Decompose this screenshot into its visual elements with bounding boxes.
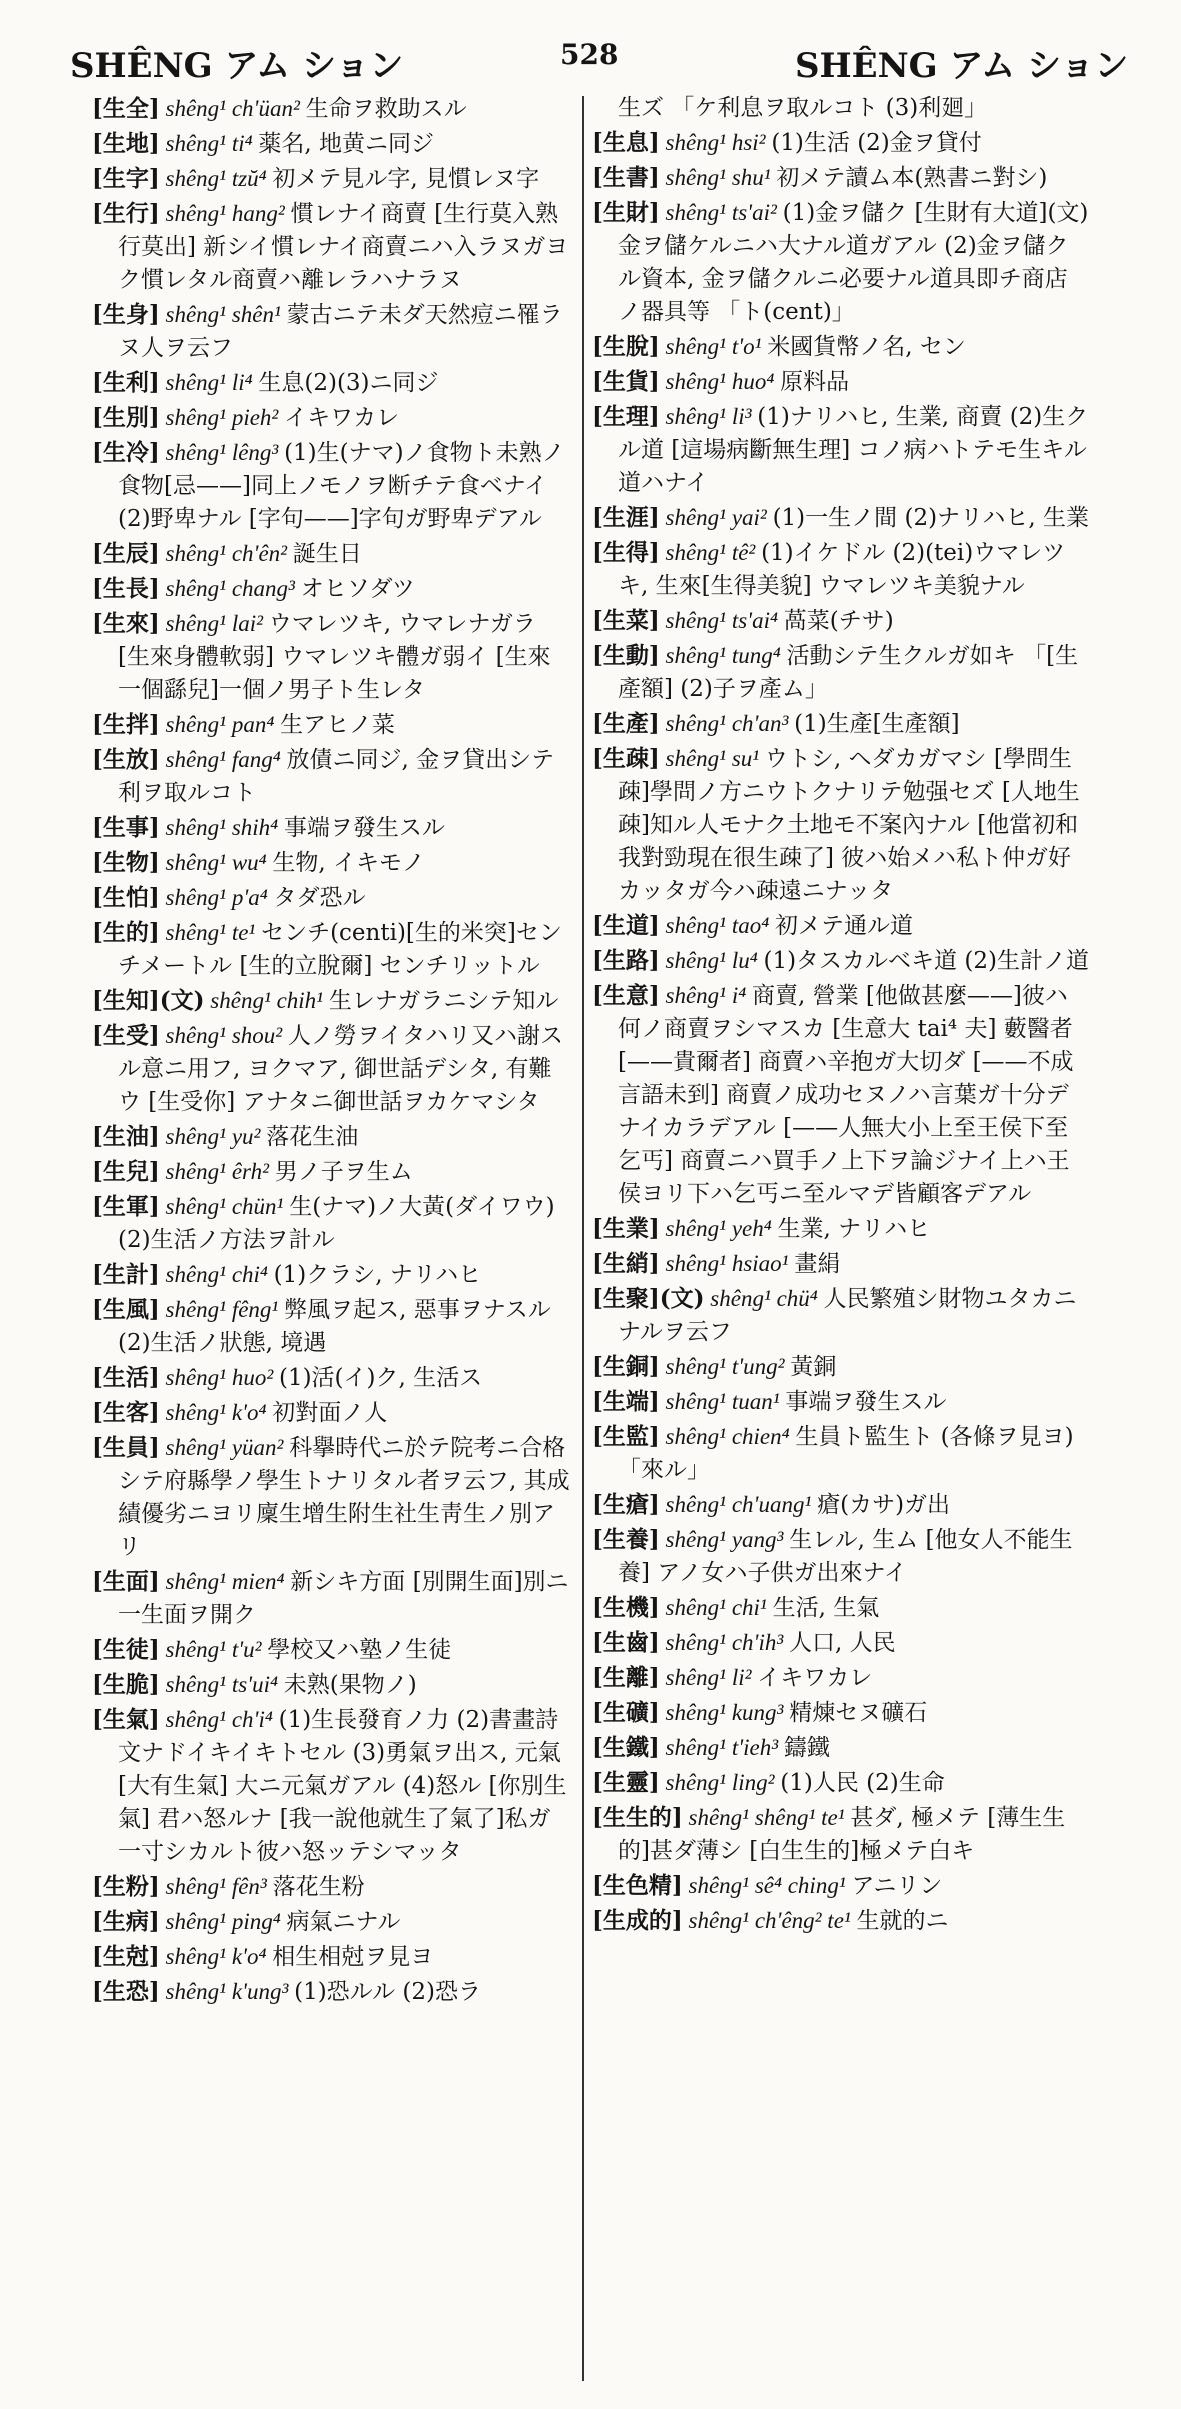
entry-definition: アニリン: [851, 1873, 943, 1899]
entry-romanization: shêng¹ ch'üan²: [159, 96, 306, 121]
entry-headword: [生養]: [592, 1526, 660, 1553]
entry-headword: [生受]: [92, 1022, 160, 1049]
entry-romanization: shêng¹ tuan¹: [659, 1389, 786, 1414]
entry-definition: 放債ニ同ジ, 金ヲ貸出シテ利ヲ取ルコト: [118, 747, 555, 806]
entry-romanization: shêng¹ yai²: [659, 505, 773, 530]
dictionary-entry: [92, 1668, 572, 1702]
entry-romanization: shêng¹ sê⁴ ching¹: [682, 1873, 852, 1898]
entry-headword: [生氣]: [92, 1706, 160, 1733]
entry-headword: [生全]: [92, 95, 160, 122]
dictionary-entry: [592, 1420, 1090, 1487]
entry-definition: 初メテ通ル道: [774, 913, 913, 939]
dictionary-entry: [92, 1361, 572, 1395]
dictionary-entry: [592, 126, 1090, 160]
entry-romanization: shêng¹ ch'i⁴: [159, 1707, 279, 1732]
entry-definition: 畫絹: [794, 1251, 841, 1277]
entry-headword: [生業]: [592, 1215, 660, 1242]
entry-headword: [生瘡]: [592, 1491, 660, 1518]
dictionary-entry: [592, 1282, 1090, 1349]
entry-headword: [生面]: [92, 1568, 160, 1595]
entry-romanization: shêng¹ pan⁴: [159, 712, 281, 737]
entry-romanization: shêng¹ chang³: [159, 576, 301, 601]
dictionary-entry: [592, 639, 1090, 706]
entry-headword: [生息]: [592, 129, 660, 156]
entry-romanization: shêng¹ fêng¹: [159, 1297, 285, 1322]
entry-definition: 相生相尅ヲ見ヨ: [272, 1944, 434, 1970]
dictionary-entry: [92, 1633, 572, 1667]
entry-definition: (1)生長發育ノ力 (2)書畫詩文ナドイキイキトセル (3)勇氣ヲ出ス, 元氣 [大有生氣] 大ニ元氣ガアル (4)怒ル [你別生氣] 君ハ怒ルナ [我一說他就生了氣了]私ガ一寸シカルト彼ハ怒ッテシマッタ: [118, 1707, 567, 1865]
entry-romanization: shêng¹ shu¹: [659, 165, 777, 190]
entry-definition: オヒソダツ: [300, 576, 415, 602]
entry-romanization: shêng¹ chih¹: [204, 988, 329, 1013]
entry-definition: 甚ダ, 極メテ [薄生生的]甚ダ薄シ [白生生的]極メテ白キ: [618, 1805, 1066, 1864]
entry-romanization: shêng¹ hsiao¹: [659, 1251, 795, 1276]
entry-headword: [生恐]: [92, 1978, 160, 2005]
entry-headword: [生菜]: [592, 607, 660, 634]
dictionary-entry: [592, 536, 1090, 603]
entry-definition: タダ恐ル: [273, 885, 366, 911]
dictionary-entry: [592, 1247, 1090, 1281]
entry-headword: [生端]: [592, 1388, 660, 1415]
entry-romanization: shêng¹ hang²: [159, 201, 291, 226]
entry-headword: [生齒]: [592, 1629, 660, 1656]
entry-romanization: shêng¹ shou²: [159, 1023, 288, 1048]
entry-headword: [生辰]: [92, 540, 160, 567]
entry-definition: (1)生活 (2)金ヲ貸付: [771, 130, 982, 156]
entry-romanization: shêng¹ hsi²: [659, 130, 772, 155]
entry-romanization: shêng¹ ts'ui⁴: [159, 1672, 284, 1697]
entry-headword: [生書]: [592, 164, 660, 191]
dictionary-entry: [92, 1019, 572, 1119]
entry-definition: 落花生油: [266, 1124, 359, 1150]
dictionary-entry: [592, 1904, 1090, 1938]
entry-romanization: shêng¹ te¹: [159, 920, 262, 945]
dictionary-entry: [592, 1661, 1090, 1695]
dictionary-entry: [92, 162, 572, 196]
entry-headword: [生道]: [592, 912, 660, 939]
entry-definition: 男ノ子ヲ生ム: [274, 1159, 413, 1185]
entry-headword: [生放]: [92, 746, 160, 773]
entry-romanization: shêng¹ chün¹: [159, 1194, 290, 1219]
dictionary-entry: [592, 1488, 1090, 1522]
dictionary-entry: [592, 604, 1090, 638]
entry-romanization: shêng¹ tzŭ⁴: [159, 166, 273, 191]
entry-romanization: shêng¹ shên¹: [159, 302, 287, 327]
dictionary-entry: [592, 365, 1090, 399]
entry-headword: [生尅]: [92, 1943, 160, 1970]
dictionary-entry: [592, 501, 1090, 535]
entry-definition: 初メテ讀ム本(熟書ニ對シ): [776, 165, 1048, 191]
entry-romanization: shêng¹ i⁴: [659, 983, 752, 1008]
entry-definition: (1)タスカルベキ道 (2)生計ノ道: [763, 948, 1089, 974]
entry-headword: [生事]: [92, 814, 160, 841]
entry-headword: [生產]: [592, 710, 660, 737]
entry-definition: 生レナガラニシテ知ル: [328, 988, 559, 1014]
entry-definition: 未熟(果物ノ): [283, 1672, 417, 1698]
entry-definition: (1)恐ルル (2)恐ラ: [294, 1979, 481, 2005]
entry-romanization: shêng¹ lai²: [159, 611, 269, 636]
dictionary-entry: [92, 881, 572, 915]
entry-definition: 商賣, 營業 [他做甚麼——]彼ハ何ノ商賣ヲシマスカ [生意大 tai⁴ 夫] 藪醫者 [——貴爾者] 商賣ハ辛抱ガ大切ダ [——不成言語未到] 商賣ノ成功セヌノハ言葉ガ十分デナイカラデアル [——人無大小上至王侯下至乞丐] 商賣ニハ買手ノ上下ヲ論ジナイ上ハ王侯ヨリ下ハ乞丐ニ至ルマデ皆顧客デアル: [618, 983, 1074, 1207]
entry-romanization: shêng¹ ti⁴: [159, 131, 259, 156]
entry-romanization: shêng¹ t'ung²: [659, 1354, 791, 1379]
entry-definition: 生就的ニ: [856, 1908, 949, 1934]
entry-definition: 原料品: [780, 369, 850, 395]
dictionary-entry: [592, 196, 1090, 329]
entry-romanization: shêng¹ t'o¹: [659, 334, 768, 359]
entry-definition: 科擧時代ニ於テ院考ニ合格シテ府縣學ノ學生トナリタル者ヲ云フ, 其成績優劣ニヨリ廩生增生附生社生靑生ノ別アリ: [118, 1435, 570, 1560]
entry-headword: [生疎]: [592, 745, 660, 772]
entry-romanization: shêng¹ huo⁴: [659, 369, 781, 394]
entry-definition: (1)金ヲ儲ク [生財有大道](文)金ヲ儲ケルニハ大ナル道ガアル (2)金ヲ儲クル資本, 金ヲ儲クルニ必要ナル道具即チ商店ノ器具等 「ト(cent)」: [618, 200, 1089, 325]
dictionary-entry: [92, 743, 572, 810]
header-left-guideword: SHÊNG アム ション: [70, 46, 404, 86]
entry-romanization: shêng¹ yu²: [159, 1124, 267, 1149]
entry-romanization: shêng¹ t'ieh³: [659, 1735, 784, 1760]
entry-definition: (1)活(イ)ク, 生活ス: [278, 1365, 483, 1391]
right-column: [592, 92, 1090, 2382]
entry-romanization: shêng¹ k'o⁴: [159, 1944, 273, 1969]
entry-headword: [生得]: [592, 539, 660, 566]
dictionary-entry: [592, 330, 1090, 364]
dictionary-entry: [92, 572, 572, 606]
dictionary-entry: [592, 1626, 1090, 1660]
entry-headword: [生徒]: [92, 1636, 160, 1663]
entry-romanization: shêng¹ êrh²: [159, 1159, 275, 1184]
entry-definition: (1)人民 (2)生命: [780, 1770, 945, 1796]
entry-romanization: shêng¹ mien⁴: [159, 1569, 291, 1594]
dictionary-entry: [92, 1940, 572, 1974]
dictionary-entry: [92, 1905, 572, 1939]
entry-headword: [生脫]: [592, 333, 660, 360]
entry-headword: [生油]: [92, 1123, 160, 1150]
entry-romanization: shêng¹ li⁴: [159, 370, 259, 395]
entry-romanization: shêng¹ ch'ên²: [159, 541, 293, 566]
dictionary-entry: [92, 916, 572, 983]
entry-definition: ウトシ, ヘダカガマシ [學問生疎]學問ノ方ニウトクナリテ勉强セズ [人地生疎]知ル人モナク土地モ不案內ナル [他當初和我對勁現在很生疎了] 彼ハ始メハ私ト仲ガ好カッタガ今ハ疎遠ニナッタ: [618, 746, 1080, 904]
entry-headword: [生知](文): [92, 987, 205, 1014]
dictionary-entry: [592, 400, 1090, 500]
entry-romanization: shêng¹ ch'an³: [659, 711, 795, 736]
entry-definition: (1)生(ナマ)ノ食物ト未熟ノ食物[忌——]同上ノモノヲ断チテ食ベナイ (2)野卑ナル [字句——]字句ガ野卑デアル: [118, 440, 565, 532]
entry-romanization: shêng¹ yeh⁴: [659, 1216, 778, 1241]
entry-headword: [生涯]: [592, 504, 660, 531]
entry-romanization: shêng¹ li²: [659, 1665, 758, 1690]
dictionary-entry: [92, 1190, 572, 1257]
entry-definition: (1)イケドル (2)(tei)ウマレツキ, 生來[生得美貌] ウマレツキ美貌ナル: [618, 540, 1066, 599]
entry-romanization: shêng¹ yüan²: [159, 1435, 290, 1460]
page-header: [0, 32, 1181, 92]
entry-definition: 新シキ方面 [別開生面]別ニ一生面ヲ開ク: [118, 1569, 569, 1628]
entry-headword: [生怕]: [92, 884, 160, 911]
entry-definition: 瘡(カサ)ガ出: [817, 1492, 951, 1518]
entry-definition: (1)一生ノ間 (2)ナリハヒ, 生業: [772, 505, 1089, 531]
dictionary-entry: [592, 742, 1090, 908]
entry-headword: [生活]: [92, 1364, 160, 1391]
entry-headword: [生冷]: [92, 439, 160, 466]
entry-romanization: shêng¹ li³: [659, 404, 758, 429]
entry-headword: [生脆]: [92, 1671, 160, 1698]
dictionary-entry: [592, 909, 1090, 943]
dictionary-entry: [92, 1431, 572, 1564]
entry-definition: 黃銅: [790, 1354, 837, 1380]
entry-romanization: shêng¹ t'u²: [159, 1637, 268, 1662]
entry-romanization: shêng¹ su¹: [659, 746, 765, 771]
entry-definition: (1)生產[生產額]: [794, 711, 960, 737]
dictionary-entry: [592, 979, 1090, 1211]
entry-headword: [生的]: [92, 919, 160, 946]
entry-headword: [生拌]: [92, 711, 160, 738]
entry-headword: [生監]: [592, 1423, 660, 1450]
dictionary-entry: [592, 1696, 1090, 1730]
entry-definition: イキワカレ: [284, 405, 400, 431]
entry-romanization: shêng¹ ts'ai⁴: [659, 608, 784, 633]
entry-definition: 生(ナマ)ノ大黃(ダイワウ) (2)生活ノ方法ヲ計ル: [118, 1194, 555, 1253]
entry-headword: [生來]: [92, 610, 160, 637]
entry-definition: (1)クラシ, ナリハヒ: [273, 1262, 482, 1288]
entry-definition: 米國貨幣ノ名, セン: [767, 334, 966, 360]
dictionary-entry: [92, 1703, 572, 1869]
entry-definition: 人口, 人民: [788, 1630, 896, 1656]
entry-definition: 萵菜(チサ): [783, 608, 894, 634]
entry-romanization: shêng¹ kung³: [659, 1700, 790, 1725]
entry-romanization: shêng¹ wu⁴: [159, 850, 273, 875]
entry-headword: [生鐵]: [592, 1734, 660, 1761]
dictionary-entry: [92, 708, 572, 742]
entry-romanization: shêng¹ huo²: [159, 1365, 279, 1390]
entry-definition: 生業, ナリハヒ: [777, 1216, 931, 1242]
dictionary-entry: [92, 1565, 572, 1632]
entry-headword: [生別]: [92, 404, 160, 431]
entry-headword: [生軍]: [92, 1193, 160, 1220]
dictionary-entry: [92, 1975, 572, 2009]
entry-definition: センチ(centi)[生的米突]センチメートル [生的立脫爾] センチリットル: [118, 920, 562, 979]
left-column: [92, 92, 572, 2382]
entry-continuation: 生ズ 「ケ利息ヲ取ルコト (3)利廻」: [618, 95, 988, 121]
dictionary-entry: [92, 1120, 572, 1154]
entry-headword: [生色精]: [592, 1872, 683, 1899]
entry-romanization: shêng¹ tao⁴: [659, 913, 775, 938]
dictionary-entry: [92, 127, 572, 161]
dictionary-entry: [92, 298, 572, 365]
entry-definition: 生活, 生氣: [772, 1595, 880, 1621]
entry-headword: [生員]: [92, 1434, 160, 1461]
dictionary-entry: [92, 436, 572, 536]
entry-headword: [生靈]: [592, 1769, 660, 1796]
entry-definition: 初メテ見ル字, 見慣レヌ字: [272, 166, 540, 192]
entry-headword: [生地]: [92, 130, 160, 157]
entry-definition: 人民繁殖シ財物ユタカニナルヲ云フ: [618, 1286, 1077, 1345]
dictionary-entry: [592, 1731, 1090, 1765]
entry-definition: 鑄鐵: [783, 1735, 830, 1761]
entry-definition: 人ノ勞ヲイタハリ又ハ謝スル意ニ用フ, ヨクマア, 御世話デシタ, 有難ウ [生受你] アナタニ御世話ヲカケマシタ: [118, 1023, 564, 1115]
entry-definition: 薬名, 地黄ニ同ジ: [258, 131, 434, 157]
dictionary-entry: [92, 846, 572, 880]
dictionary-entry: [92, 811, 572, 845]
entry-headword: [生理]: [592, 403, 660, 430]
dictionary-entry: [592, 1212, 1090, 1246]
entry-definition: 誕生日: [292, 541, 362, 567]
entry-definition: 生物, イキモノ: [272, 850, 425, 876]
entry-definition: 學校又ハ塾ノ生徒: [267, 1637, 452, 1663]
entry-headword: [生動]: [592, 642, 660, 669]
dictionary-entry: [92, 1293, 572, 1360]
entry-headword: [生長]: [92, 575, 160, 602]
entry-romanization: shêng¹ chi¹: [659, 1595, 773, 1620]
entry-headword: [生物]: [92, 849, 160, 876]
entry-definition: 精煉セヌ礦石: [789, 1700, 928, 1726]
entry-romanization: shêng¹ fang⁴: [159, 747, 287, 772]
entry-definition: 生レル, 生ム [他女人不能生養] アノ女ハ子供ガ出來ナイ: [618, 1527, 1073, 1586]
entry-definition: 慣レナイ商賣 [生行莫入熟行莫出] 新シイ慣レナイ商賣ニハ入ラヌガヨク慣レタル商賣ハ離レラハナラヌ: [118, 201, 569, 293]
entry-romanization: shêng¹ chien⁴: [659, 1424, 796, 1449]
entry-romanization: shêng¹ shêng¹ te¹: [682, 1805, 851, 1830]
entry-romanization: shêng¹ ling²: [659, 1770, 781, 1795]
dictionary-entry: [92, 366, 572, 400]
entry-romanization: shêng¹ chi⁴: [159, 1262, 274, 1287]
entry-romanization: shêng¹ ch'ih³: [659, 1630, 789, 1655]
entry-romanization: shêng¹ pieh²: [159, 405, 285, 430]
entry-headword: [生財]: [592, 199, 660, 226]
dictionary-entry: [92, 984, 572, 1018]
entry-headword: [生粉]: [92, 1873, 160, 1900]
entry-definition: 蒙古ニテ未ダ天然痘ニ罹ラヌ人ヲ云フ: [118, 302, 563, 361]
entry-headword: [生行]: [92, 200, 160, 227]
entry-romanization: shêng¹ k'o⁴: [159, 1400, 273, 1425]
dictionary-entry: [592, 161, 1090, 195]
entry-headword: [生路]: [592, 947, 660, 974]
entry-headword: [生病]: [92, 1908, 160, 1935]
dictionary-entry: [592, 707, 1090, 741]
entry-romanization: shêng¹ k'ung³: [159, 1979, 295, 2004]
dictionary-entry: [92, 401, 572, 435]
entry-headword: [生綃]: [592, 1250, 660, 1277]
entry-headword: [生生的]: [592, 1804, 683, 1831]
dictionary-entry: [592, 1766, 1090, 1800]
entry-romanization: shêng¹ tê²: [659, 540, 762, 565]
dictionary-entry: [592, 944, 1090, 978]
entry-definition: ウマレツキ, ウマレナガラ [生來身體軟弱] ウマレツキ體ガ弱イ [生來一個繇兒]一個ノ男子ト生レタ: [118, 611, 551, 703]
entry-definition: 病氣ニナル: [286, 1909, 401, 1935]
entry-romanization: shêng¹ ch'uang¹: [659, 1492, 818, 1517]
header-right-guideword: SHÊNG アム ション: [795, 46, 1129, 86]
dictionary-entry: [592, 1801, 1090, 1868]
dictionary-entry: [592, 1591, 1090, 1625]
entry-headword: [生風]: [92, 1296, 160, 1323]
entry-headword: [生身]: [92, 301, 160, 328]
dictionary-entry: [92, 1870, 572, 1904]
dictionary-entry: [92, 1155, 572, 1189]
entry-definition: 事端ヲ發生スル: [785, 1389, 947, 1415]
entry-romanization: shêng¹ ping⁴: [159, 1909, 287, 1934]
entry-headword: [生意]: [592, 982, 660, 1009]
dictionary-entry: [592, 1869, 1090, 1903]
entry-definition: 生アヒノ菜: [280, 712, 395, 738]
entry-headword: [生成的]: [592, 1907, 683, 1934]
entry-headword: [生聚](文): [592, 1285, 705, 1312]
dictionary-entry: [92, 537, 572, 571]
entry-romanization: shêng¹ lu⁴: [659, 948, 764, 973]
entry-headword: [生礦]: [592, 1699, 660, 1726]
entry-romanization: shêng¹ tung⁴: [659, 643, 787, 668]
dictionary-entry: [92, 197, 572, 297]
entry-romanization: shêng¹ lêng³: [159, 440, 285, 465]
entry-headword: [生機]: [592, 1594, 660, 1621]
entry-romanization: shêng¹ p'a⁴: [159, 885, 274, 910]
dictionary-entry: [592, 1523, 1090, 1590]
entry-headword: [生字]: [92, 165, 160, 192]
entry-headword: [生銅]: [592, 1353, 660, 1380]
entry-headword: [生客]: [92, 1399, 160, 1426]
entry-headword: [生離]: [592, 1664, 660, 1691]
dictionary-entry: [92, 92, 572, 126]
entry-romanization: shêng¹ ch'êng² te¹: [682, 1908, 857, 1933]
entry-headword: [生利]: [92, 369, 160, 396]
entry-headword: [生兒]: [92, 1158, 160, 1185]
entry-definition: 生員ト監生ト (各條ヲ見ヨ) 「來ル」: [618, 1424, 1074, 1483]
page-number: 528: [560, 38, 619, 71]
entry-headword: [生貨]: [592, 368, 660, 395]
entry-definition: 初對面ノ人: [272, 1400, 388, 1426]
entry-definition: 弊風ヲ起ス, 惡事ヲナスル (2)生活ノ狀態, 境遇: [118, 1297, 551, 1356]
dictionary-entry: [92, 1258, 572, 1292]
dictionary-entry: [92, 607, 572, 707]
entry-definition: 生息(2)(3)ニ同ジ: [258, 370, 439, 396]
entry-romanization: shêng¹ yang³: [659, 1527, 790, 1552]
dictionary-entry: [92, 1396, 572, 1430]
entry-definition: 事端ヲ發生スル: [283, 815, 445, 841]
entry-headword: [生計]: [92, 1261, 160, 1288]
entry-romanization: shêng¹ shih⁴: [159, 815, 284, 840]
dictionary-entry: [592, 1350, 1090, 1384]
entry-romanization: shêng¹ ts'ai²: [659, 200, 783, 225]
entry-definition: イキワカレ: [757, 1665, 873, 1691]
entry-definition: 活動シテ生クルガ如キ 「[生產額] (2)子ヲ產ム」: [618, 643, 1079, 702]
column-divider: [582, 96, 584, 2381]
entry-definition: 落花生粉: [272, 1874, 365, 1900]
entry-definition: (1)ナリハヒ, 生業, 商賣 (2)生クル道 [這場病斷無生理] コノ病ハトテモ生キル道ハナイ: [618, 404, 1089, 496]
dictionary-entry: [592, 1385, 1090, 1419]
entry-romanization: shêng¹ chü⁴: [704, 1286, 824, 1311]
entry-romanization: shêng¹ fên³: [159, 1874, 273, 1899]
entry-definition: 生命ヲ救助スル: [305, 96, 467, 122]
